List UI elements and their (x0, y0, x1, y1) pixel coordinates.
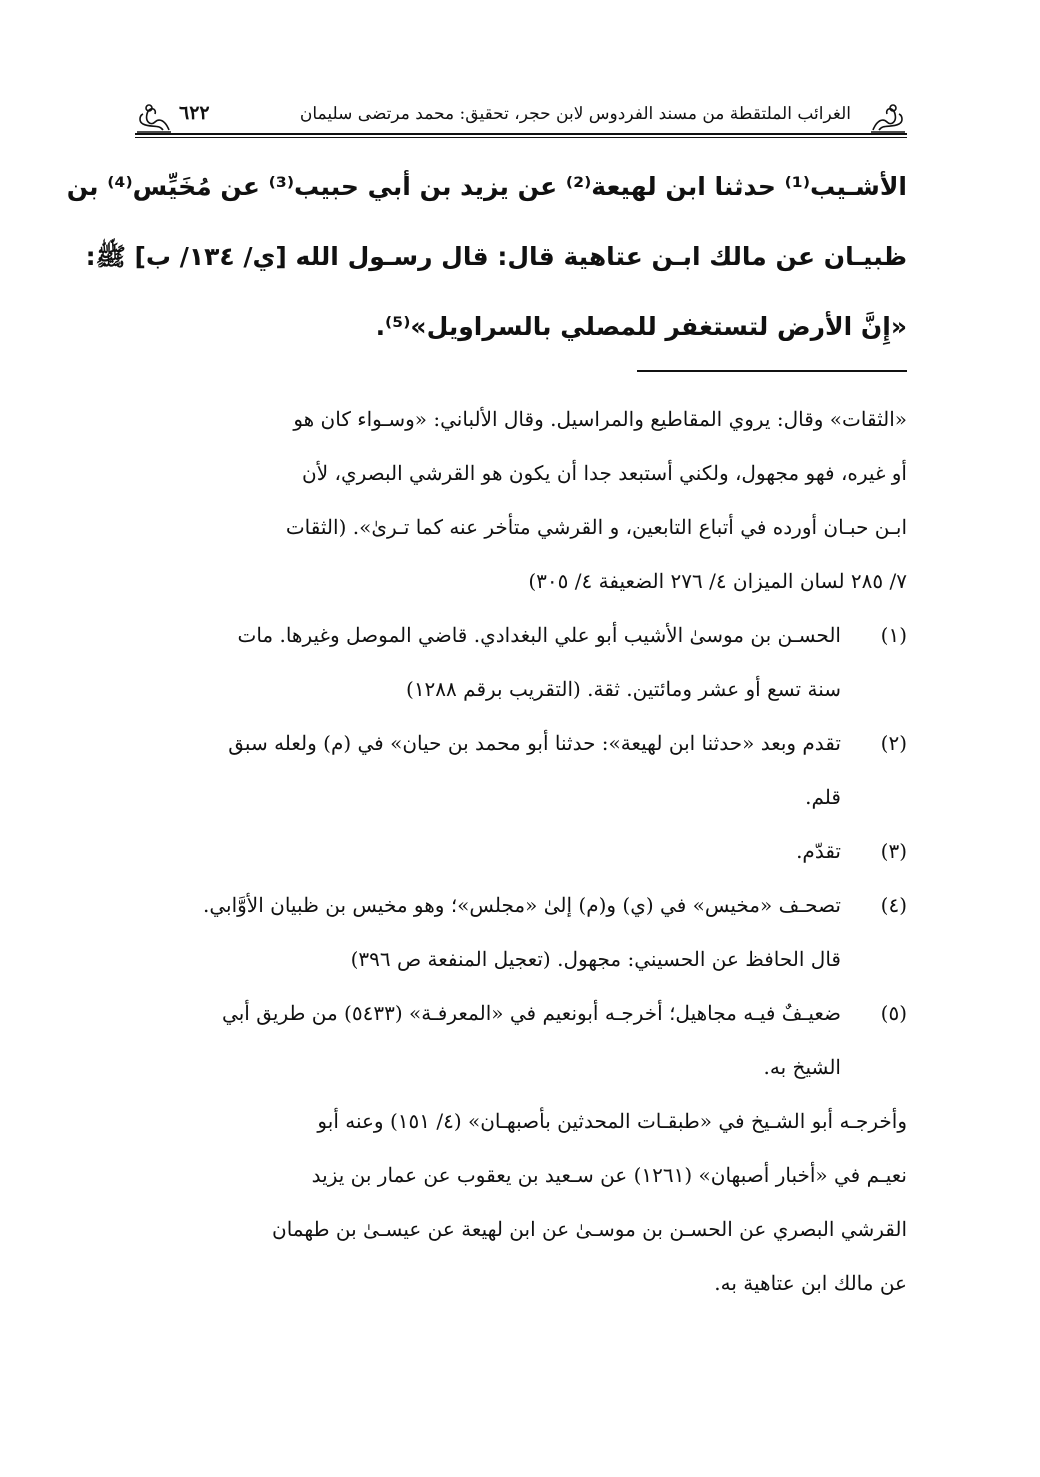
footnote-text: قال الحافظ عن الحسيني: مجهول. (تعجيل المنفعة ص ٣٩٦) (350, 947, 841, 971)
footnote-number: (١) (880, 623, 907, 647)
footnote-number: (٣) (880, 839, 907, 863)
main-text (66, 152, 907, 362)
text-line: الأشـيب⁽¹⁾ حدثنا ابن لهيعة⁽²⁾ عن يزيد بن أبي حبيب⁽³⁾ عن مُخَيِّس⁽⁴⁾ بن (66, 172, 907, 201)
footnote-text: الشيخ به. (763, 1055, 841, 1079)
text-line: «إِنَّ الأرض لتستغفر للمصلي بالسراويل»⁽⁵⁾. (375, 312, 907, 341)
footnote-text: سنة تسع أو عشر ومائتين. ثقة. (التقريب برقم ١٢٨٨) (406, 677, 841, 701)
footnote-trailing-line: القرشي البصري عن الحسـن بن موسـىٰ عن ابن لهيعة عن عيسـىٰ بن طهمان (272, 1217, 907, 1241)
footnotes (135, 392, 907, 1310)
header-title: الغرائب الملتقطة من مسند الفردوس لابن حجر، تحقيق: محمد مرتضى سليمان (299, 104, 851, 124)
footnote-trailing-line: نعيـم في «أخبار أصبهان» (١٢٦١) عن سـعيد بن يعقوب عن عمار بن يزيد (311, 1163, 907, 1187)
footnote-text: تقدّم. (796, 839, 841, 863)
footnote-text: تقدم وبعد «حدثنا ابن لهيعة»: حدثنا أبو محمد بن حيان» في (م) ولعله سبق (228, 731, 841, 755)
footnote-text: تصحـف «مخيس» في (ي) و(م) إلىٰ «مجلس»؛ وهو مخيس بن ظبيان الأوَّابي. (203, 893, 841, 917)
footnote-2 (135, 716, 907, 770)
text-line: ظبيـان عن مالك ابـن عتاهية قال: قال رسـول الله [ي/ ١٣٤/ ب] ﷺ: (85, 242, 907, 271)
footnote-3 (135, 824, 907, 878)
footnote-4 (135, 878, 907, 932)
footnote-1 (135, 608, 907, 662)
footnote-text: قلم. (805, 785, 841, 809)
footnote-trailing-line: عن مالك ابن عتاهية به. (714, 1271, 907, 1295)
footnote-trailing-line: وأخرجـه أبو الشـيخ في «طبقـات المحدثين بأصبهـان» (٤/ ١٥١) وعنه أبو (317, 1109, 907, 1133)
footnote-text: الحسـن بن موسىٰ الأشيب أبو علي البغدادي. قاضي الموصل وغيرها. مات (237, 623, 841, 647)
footnote-number: (٢) (880, 731, 907, 755)
header-rule (135, 137, 907, 138)
footnote-number: (٤) (880, 893, 907, 917)
footnote-continuation-line: ٧/ ٢٨٥ لسان الميزان ٤/ ٢٧٦ الضعيفة ٤/ ٣٠٥) (528, 569, 907, 593)
footnote-text: ضعيـفٌ فيـه مجاهيل؛ أخرجـه أبونعيم في «المعرفـة» (٥٤٣٣) من طريق أبي (222, 1001, 841, 1025)
footnote-separator (637, 370, 907, 372)
footnote-continuation-line: «الثقات» وقال: يروي المقاطيع والمراسيل. وقال الألباني: «وسـواء كان هو (293, 407, 907, 431)
ornament-icon (869, 100, 907, 134)
header-rule (135, 133, 907, 135)
footnote-5 (135, 986, 907, 1040)
footnote-continuation-line: أو غيره، فهو مجهول، ولكني أستبعد جدا أن يكون هو القرشي البصري، لأن (302, 461, 907, 485)
footnote-continuation-line: ابـن حبـان أورده في أتباع التابعين، و القرشي متأخر عنه كما تـرىٰ». (الثقات (285, 515, 907, 539)
footnote-number: (٥) (880, 1001, 907, 1025)
page-number: ٦٢٢ (179, 102, 210, 124)
ornament-icon (135, 100, 173, 134)
